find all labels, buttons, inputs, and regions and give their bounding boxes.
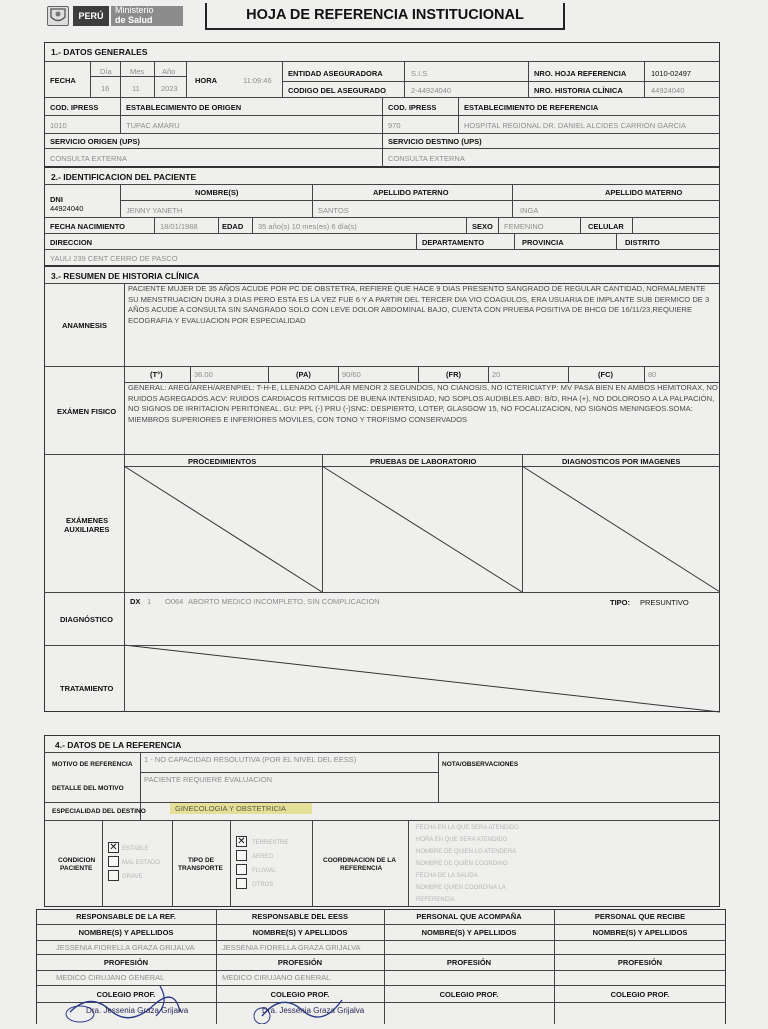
est-origen-value: TUPAC AMARU (126, 121, 180, 130)
colegio-label: COLEGIO PROF. (610, 990, 670, 999)
serv-origen-label: SERVICIO ORIGEN (UPS) (50, 137, 140, 146)
nombres-label: NOMBRE(S) Y APELLIDOS (78, 928, 174, 937)
acompana-label: PERSONAL QUE ACOMPAÑA (416, 912, 522, 921)
fr-label: (FR) (446, 370, 461, 379)
distrito-label: DISTRITO (625, 238, 660, 247)
hora-label: HORA (195, 76, 218, 85)
resp-ref-profesion: MEDICO CIRUJANO GENERAL (56, 973, 165, 982)
ap-materno-value: INGA (520, 206, 539, 215)
transporte-fluvial-checkbox[interactable] (236, 864, 247, 875)
nro-historia-value: 44924040 (651, 86, 685, 95)
anio-value: 2023 (161, 84, 178, 93)
transporte-otros-label: OTROS (252, 882, 274, 888)
celular-label: CELULAR (588, 222, 624, 231)
transporte-aereo-label: AEREO (252, 854, 274, 860)
pa-value: 90/60 (342, 370, 361, 379)
logo-ministry-line1: Ministerio (115, 5, 154, 15)
ap-paterno-value: SANTOS (318, 206, 349, 215)
signature-stamp-icon (232, 982, 382, 1024)
colegio-label: COLEGIO PROF. (96, 990, 156, 999)
profesion-label: PROFESIÓN (103, 958, 149, 967)
profesion-label: PROFESIÓN (617, 958, 663, 967)
profesion-label: PROFESIÓN (277, 958, 323, 967)
temp-label: (T°) (150, 370, 163, 379)
resp-ref-label: RESPONSABLE DE LA REF. (76, 912, 176, 921)
logo-ministry-line2: de Salud (115, 15, 153, 25)
serv-destino-label: SERVICIO DESTINO (UPS) (388, 137, 482, 146)
condicion-grave-checkbox[interactable] (108, 870, 119, 881)
dni-value: 44924040 (50, 204, 84, 213)
fnac-label: FECHA NACIMIENTO (50, 222, 125, 231)
coord-item: REFERENCIA (416, 897, 455, 903)
dx-label: DX (130, 597, 141, 606)
nombres-value: JENNY YANETH (126, 206, 183, 215)
transporte-label-2: TRANSPORTE (178, 865, 223, 872)
serv-origen-value: CONSULTA EXTERNA (50, 154, 127, 163)
examen-fisico-label: EXÁMEN FISICO (57, 407, 117, 416)
edad-label: EDAD (222, 222, 244, 231)
ap-paterno-label: APELLIDO PATERNO (373, 188, 449, 197)
imagenes-label: DIAGNOSTICOS POR IMAGENES (562, 457, 681, 466)
section2-title: 2.- IDENTIFICACION DEL PACIENTE (51, 172, 197, 182)
dx-number: 1 (147, 597, 152, 606)
anio-label: Año (162, 67, 176, 76)
logo-country: PERÚ (73, 6, 109, 26)
coord-item: HORA EN QUE SERA ATENDIDO (416, 837, 508, 843)
sexo-value: FEMENINO (504, 222, 544, 231)
condicion-label-2: PACIENTE (60, 865, 93, 872)
edad-value: 35 año(s) 10 mes(es) 6 día(s) (258, 222, 357, 231)
transporte-otros-checkbox[interactable] (236, 878, 247, 889)
cod-ipress-origen-label: COD. IPRESS (50, 103, 99, 112)
dx-text: ABORTO MEDICO INCOMPLETO, SIN COMPLICACION (188, 597, 380, 606)
dia-label: Día (100, 67, 112, 76)
provincia-label: PROVINCIA (522, 238, 564, 247)
dni-label: DNI (50, 195, 63, 204)
tipo-label: TIPO: (610, 598, 630, 607)
fc-value: 80 (648, 370, 657, 379)
resp-eess-label: RESPONSABLE DEL EESS (251, 912, 349, 921)
condicion-estable-checkbox[interactable]: ✕ (109, 842, 118, 853)
cod-ipress-ref-value: 970 (388, 121, 401, 130)
pa-label: (PA) (296, 370, 311, 379)
condicion-grave-label: GRAVE (122, 874, 143, 880)
nro-hoja-label: NRO. HOJA REFERENCIA (534, 69, 627, 78)
stamp-text: Dra. Jessenia Graza Grijalva (86, 1006, 189, 1015)
section1-title: 1.- DATOS GENERALES (51, 47, 148, 57)
tipo-value: PRESUNTIVO (640, 598, 689, 607)
detalle-label: DETALLE DEL MOTIVO (52, 785, 124, 792)
colegio-label: COLEGIO PROF. (439, 990, 499, 999)
transporte-aereo-checkbox[interactable] (236, 850, 247, 861)
fc-label: (FC) (598, 370, 613, 379)
profesion-label: PROFESIÓN (446, 958, 492, 967)
departamento-label: DEPARTAMENTO (422, 238, 485, 247)
cod-ipress-ref-label: COD. IPRESS (388, 103, 437, 112)
cod-ipress-origen-value: 1010 (50, 121, 67, 130)
tratamiento-label: TRATAMIENTO (60, 684, 114, 693)
resp-ref-name: JESSENIA FIORELLA GRAZA GRIJALVA (56, 943, 195, 952)
coord-label-1: COORDINACION DE LA (323, 857, 396, 864)
colegio-label: COLEGIO PROF. (270, 990, 330, 999)
mes-label: Mes (130, 67, 145, 76)
transporte-terrestre-label: TERRESTRE (252, 840, 289, 846)
coord-label-2: REFERENCIA (340, 865, 383, 872)
est-ref-value: HOSPITAL REGIONAL DR. DANIEL ALCIDES CARRION GARCIA (464, 121, 686, 130)
codigo-asegurado-label: CODIGO DEL ASEGURADO (288, 86, 386, 95)
aux-label-2: AUXILIARES (64, 525, 110, 534)
anamnesis-label: ANAMNESIS (62, 321, 108, 330)
entidad-label: ENTIDAD ASEGURADORA (288, 69, 383, 78)
coord-item: FECHA EN LA QUE SERA ATENDIDO (416, 825, 519, 831)
serv-destino-value: CONSULTA EXTERNA (388, 154, 465, 163)
hora-value: 11:09:46 (243, 76, 272, 85)
condicion-label-1: CONDICION (58, 857, 96, 864)
transporte-terrestre-checkbox[interactable]: ✕ (237, 836, 246, 847)
nombres-label: NOMBRE(S) (195, 188, 239, 197)
est-origen-label: ESTABLECIMIENTO DE ORIGEN (126, 103, 242, 112)
examen-fisico-text: GENERAL: AREG/AREH/ARENPIEL: T-H-E, LLENADO CAPILAR MENOR 2 SEGUNDOS, NO CIANOSIS, NO ICTERICIATYP: MV PASA BIEN EN AMBOS HEMITORAX, NO RUIDOS AGREGADOS.ACV: RUIDOS CARDIACOS RITMICOS DE BUENA INTENSIDAD, NO SOPLOS AUDIBLES.ABD: B/D, RHA (+), NO DOLOROSO A LA PALPACIÓN, NO SIGNOS DE IRRITACION PERITONEAL. GU: PPL (-) PRU (-)SNC: DESPIERTO, LOTEP, GLASGOW 15, NO FOCALIZACION, NO SIGNOS MENINGEOS.SOMA: MIEMBROS SUPERIORES E INFERIORES MOVILES, CON TONO Y TROFISMO CONSERVADOS (128, 383, 718, 424)
section3-title: 3.- RESUMEN DE HISTORIA CLÍNICA (51, 271, 200, 281)
diagnostico-label: DIAGNÓSTICO (60, 615, 113, 624)
stamp-text: Dra. Jessenia Graza Grijalva (262, 1006, 365, 1015)
est-ref-label: ESTABLECIMIENTO DE REFERENCIA (464, 103, 599, 112)
dia-value: 16 (101, 84, 110, 93)
codigo-asegurado-value: 2-44924040 (411, 86, 452, 95)
temp-value: 36.00 (194, 370, 213, 379)
dx-code: O064 (165, 597, 184, 606)
entidad-value: S.I.S (411, 69, 428, 78)
sexo-label: SEXO (472, 222, 493, 231)
resp-eess-name: JESSENIA FIORELLA GRAZA GRIJALVA (222, 943, 361, 952)
coord-item: NOMBRE QUIEN COORDINA LA (416, 885, 506, 891)
recibe-label: PERSONAL QUE RECIBE (594, 912, 686, 921)
condicion-mal-estado-label: MAL ESTADO (122, 860, 161, 866)
coord-item: NOMBRE DE QUIEN LO ATENDERA (416, 849, 517, 855)
laboratorio-label: PRUEBAS DE LABORATORIO (370, 457, 477, 466)
fr-value: 20 (492, 370, 501, 379)
resp-eess-profesion: MEDICO CIRUJANO GENERAL (222, 973, 331, 982)
especialidad-value: GINECOLOGIA Y OBSTETRICIA (175, 804, 287, 813)
nombres-label: NOMBRE(S) Y APELLIDOS (252, 928, 348, 937)
nota-label: NOTA/OBSERVACIONES (442, 761, 519, 768)
motivo-label: MOTIVO DE REFERENCIA (52, 761, 133, 768)
condicion-estable-label: ESTABLE (122, 846, 149, 852)
direccion-label: DIRECCION (50, 238, 93, 247)
aux-label-1: EXÁMENES (66, 516, 109, 525)
fecha-label: FECHA (50, 76, 76, 85)
direccion-value: YAULI 239 CENT CERRO DE PASCO (50, 254, 178, 263)
condicion-mal-estado-checkbox[interactable] (108, 856, 119, 867)
procedimientos-label: PROCEDIMIENTOS (188, 457, 257, 466)
coord-item: FECHA DE LA SALIDA (416, 873, 478, 879)
nombres-label: NOMBRE(S) Y APELLIDOS (592, 928, 688, 937)
detalle-value: PACIENTE REQUIERE EVALUACION (144, 775, 273, 784)
anamnesis-text: PACIENTE MUJER DE 35 AÑOS ACUDE POR PC DE OBSTETRA, REFIERE QUE HACE 9 DIAS PRESENTO SANGRADO DE REGULAR CANTIDAD, NORMALMENTE SU MENSTRUACION DURA 3 DIAS PERO ESTA ES LA VEZ FUE 6 Y A PARTIR DEL TERCER DIA VIO COAGULOS, ERA USUARIA DE IMPLANTE SUB DERMICO DE 3 AÑOS ACUDE A CONSULTA SIN SANGRADO SOLO CON LEVE DOLOR ABDOMINAL BAJO, CUENTA CON PRUEBA POSITIVA DE BHCG DE 16/11/23,REQUIERE ECOGRAFIA Y EVALUACION POR ESPECIALIDAD (128, 284, 710, 325)
nro-historia-label: NRO. HISTORIA CLÍNICA (534, 86, 623, 95)
section4-title: 4.- DATOS DE LA REFERENCIA (55, 740, 182, 750)
nombres-label: NOMBRE(S) Y APELLIDOS (421, 928, 517, 937)
especialidad-label: ESPECIALIDAD DEL DESTINO (52, 808, 146, 815)
transporte-label-1: TIPO DE (188, 857, 215, 864)
motivo-value: 1 - NO CAPACIDAD RESOLUTIVA (POR EL NIVEL DEL EESS) (144, 755, 357, 764)
ap-materno-label: APELLIDO MATERNO (605, 188, 683, 197)
page-title: HOJA DE REFERENCIA INSTITUCIONAL (246, 7, 524, 23)
coord-item: NOMBRE DE QUIEN COORDINO (416, 861, 508, 867)
mes-value: 11 (132, 84, 140, 93)
fnac-value: 18/01/1988 (160, 222, 198, 231)
signature-stamp-icon (60, 982, 210, 1024)
nro-hoja-value: 1010-02497 (651, 69, 692, 78)
transporte-fluvial-label: FLUVIAL (252, 868, 277, 874)
